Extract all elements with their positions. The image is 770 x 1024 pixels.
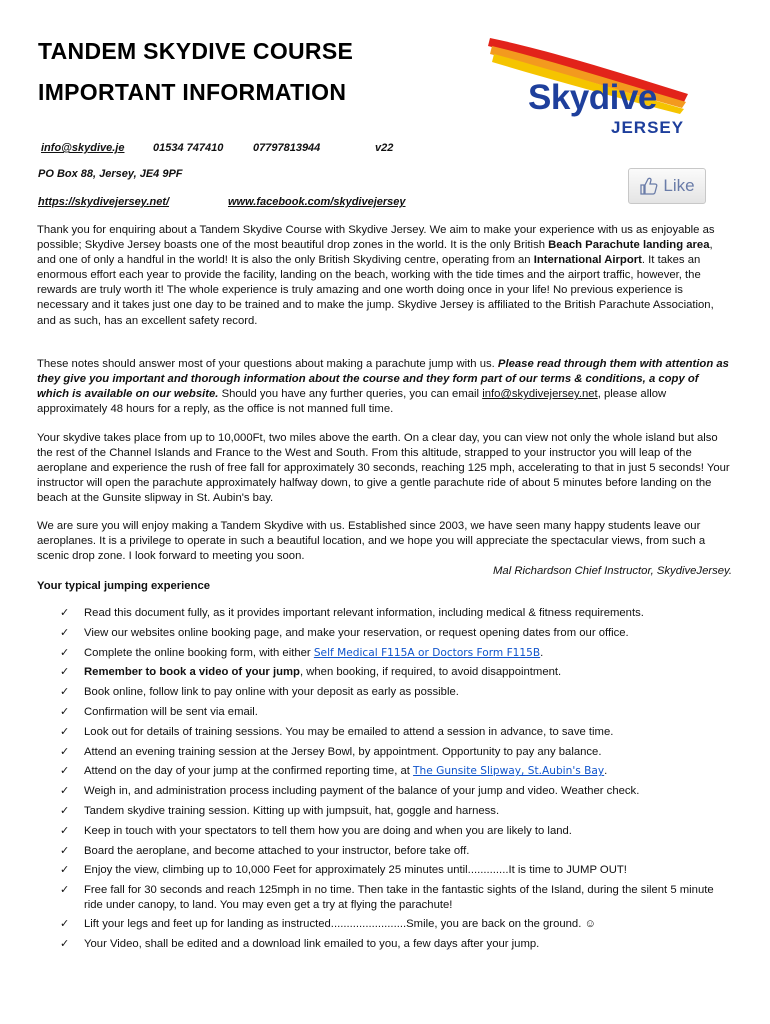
list-item bbox=[60, 606, 730, 621]
list-item bbox=[60, 705, 730, 720]
check-icon: ✓ bbox=[60, 765, 70, 778]
list-item-text-end: . bbox=[540, 646, 544, 659]
list-item bbox=[60, 665, 730, 680]
notes-text-d: , please allow approximately 48 hours for a reply, as the office is not manned full time. bbox=[37, 388, 667, 416]
list-item bbox=[60, 646, 730, 661]
notes-paragraph bbox=[37, 357, 732, 417]
experience-checklist bbox=[60, 606, 730, 957]
notes-bold-italic: Please read through them with attention as they give you important and thorough information about the course and they form part of our terms & conditions, a copy of which is available on our website. bbox=[37, 358, 729, 401]
list-item bbox=[60, 844, 730, 859]
list-item bbox=[60, 626, 730, 641]
intro-bold-airport: International Airport bbox=[533, 254, 642, 267]
list-item bbox=[60, 764, 730, 779]
check-icon: ✓ bbox=[60, 686, 70, 699]
logo-brand-text: Skydive bbox=[528, 78, 657, 117]
signature: Mal Richardson Chief Instructor, SkydiveJersey. bbox=[493, 565, 732, 578]
check-icon: ✓ bbox=[60, 844, 70, 857]
website-link[interactable]: https://skydivejersey.net/ bbox=[38, 196, 170, 208]
list-item-text: Tandem skydive training session. Kitting up with jumpsuit, hat, goggle and harness. bbox=[84, 804, 500, 817]
check-icon: ✓ bbox=[60, 918, 70, 931]
notes-email-link[interactable]: info@skydivejersey.net bbox=[482, 388, 598, 401]
check-icon: ✓ bbox=[60, 607, 70, 619]
notes-text-c: Should you have any further queries, you can email bbox=[218, 388, 483, 401]
facebook-link[interactable]: www.facebook.com/skydivejersey bbox=[228, 196, 406, 208]
check-icon: ✓ bbox=[60, 705, 70, 718]
intro-bold-beach: Beach Parachute landing area bbox=[548, 239, 710, 252]
like-button-label: Like bbox=[663, 176, 695, 195]
list-item-text: Board the aeroplane, and become attached to your instructor, before take off. bbox=[84, 844, 470, 857]
intro-text-a: Thank you for enquiring about a Tandem Skydive Course with Skydive Jersey. We aim to make your experience with us as enjoyable as possible; Skydive Jersey boasts one of the most beautiful drop zones in the world. It is the only British bbox=[37, 224, 715, 252]
list-item bbox=[60, 745, 730, 760]
list-item-text: Read this document fully, as it provides important relevant information, including medical & fitness requirements. bbox=[84, 607, 644, 619]
document-title-line2: IMPORTANT INFORMATION bbox=[38, 79, 347, 105]
list-item-text: Complete the online booking form, with either bbox=[84, 646, 314, 659]
list-item-text: View our websites online booking page, and make your reservation, or request opening dates from our office. bbox=[84, 626, 629, 639]
list-item-text: Weigh in, and administration process including payment of the balance of your jump and video. Weather check. bbox=[84, 785, 640, 798]
check-icon: ✓ bbox=[60, 804, 70, 817]
video-reminder-bold: Remember to book a video of your jump bbox=[84, 666, 300, 679]
intro-paragraph bbox=[37, 223, 732, 329]
list-item-text: Attend on the day of your jump at the confirmed reporting time, at bbox=[84, 765, 414, 778]
list-item bbox=[60, 725, 730, 740]
facebook-like-button[interactable] bbox=[628, 168, 706, 204]
list-item-text: Attend an evening training session at the Jersey Bowl, by appointment. Opportunity to pay any balance. bbox=[84, 745, 602, 758]
notes-text-a: These notes should answer most of your questions about making a parachute jump with us. bbox=[37, 358, 498, 370]
list-item bbox=[60, 883, 730, 912]
list-item bbox=[60, 824, 730, 839]
skydive-description-paragraph bbox=[37, 431, 732, 506]
list-item bbox=[60, 685, 730, 700]
document-title-line1: TANDEM SKYDIVE COURSE bbox=[38, 38, 354, 64]
logo-sub-text: JERSEY bbox=[611, 118, 685, 137]
intro-text-d: . It takes an enormous effort each year to provide the facility, landing on the beach, working with the tide times and the airport traffic, however, the rewards are truly worth it! The whole experience is truly amazing and one worth doing once in your life! No previous experience is necessary and it takes just one day to be trained and to make the jump. Skydive Jersey is affiliated to the British Parachute Association, and as such, has an excellent safety record. bbox=[37, 254, 714, 327]
check-icon: ✓ bbox=[60, 745, 70, 758]
check-icon: ✓ bbox=[60, 884, 70, 897]
list-item-text: Keep in touch with your spectators to tell them how you are doing and when you are likely to land. bbox=[84, 824, 572, 837]
list-item-text-end: . bbox=[604, 765, 608, 778]
welcome-text: We are sure you will enjoy making a Tandem Skydive with us. Established since 2003, we have seen many happy students leave our aeroplanes. It is a privilege to operate in such a beautiful location, and we hope you will appreciate the spectacular views, from such a scenic drop zone. I look forward to meeting you soon. bbox=[37, 520, 706, 563]
list-item-text: Enjoy the view, climbing up to 10,000 Feet for approximately 25 minutes until.............It is time to JUMP OUT! bbox=[84, 864, 627, 877]
medical-form-link[interactable]: Self Medical F115A or Doctors Form F115B bbox=[313, 646, 541, 659]
list-item-text: Your Video, shall be edited and a download link emailed to you, a few days after your jump. bbox=[84, 938, 540, 951]
check-icon: ✓ bbox=[60, 725, 70, 738]
contact-phone2: 07797813944 bbox=[253, 142, 321, 154]
list-item-text: , when booking, if required, to avoid disappointment. bbox=[299, 666, 562, 679]
list-item-text: Book online, follow link to pay online with your deposit as early as possible. bbox=[84, 686, 459, 699]
contact-address: PO Box 88, Jersey, JE4 9PF bbox=[38, 168, 183, 180]
thumbs-up-icon bbox=[639, 176, 659, 196]
check-icon: ✓ bbox=[60, 626, 70, 639]
gunsite-slipway-link[interactable]: The Gunsite Slipway, St.Aubin's Bay bbox=[413, 765, 605, 778]
list-item bbox=[60, 937, 730, 952]
check-icon: ✓ bbox=[60, 646, 70, 659]
skydive-description-text: Your skydive takes place from up to 10,000Ft, two miles above the earth. On a clear day, you can view not only the whole island but also the rest of the Channel Islands and France to the West and South. From this altitude, strapped to your instructor you will leap of the aeroplane and experience the rush of free fall for approximately 30 seconds, reaching 125 mph, accelerating to that in just 5 seconds! Your instructor will open the parachute approximately halfway down, to give a gentle parachute ride of about 5 minutes before landing on the beach at the Gunsite slipway in St. Aubin's bay. bbox=[37, 432, 730, 505]
list-item bbox=[60, 784, 730, 799]
list-item-text: Free fall for 30 seconds and reach 125mph in no time. Then take in the fantastic sights of the Island, during the silent 5 minute ride under canopy, to land. You may even get a try at flying the parachute! bbox=[84, 884, 714, 911]
check-icon: ✓ bbox=[60, 785, 70, 798]
intro-text-c: , and one of only a handful in the world! It is also the only British Skydiving centre, operating from an bbox=[37, 239, 713, 267]
check-icon: ✓ bbox=[60, 864, 70, 877]
document-version: v22 bbox=[375, 142, 394, 154]
list-item-text: Lift your legs and feet up for landing as instructed........................Smile, you are back on the ground. ☺ bbox=[84, 918, 597, 931]
list-item-text: Confirmation will be sent via email. bbox=[84, 705, 258, 718]
check-icon: ✓ bbox=[60, 666, 70, 679]
welcome-paragraph bbox=[37, 519, 732, 579]
list-item bbox=[60, 863, 730, 878]
check-icon: ✓ bbox=[60, 938, 70, 951]
list-item-text: Look out for details of training sessions. You may be emailed to attend a session in advance, to save time. bbox=[84, 725, 614, 738]
skydive-jersey-logo bbox=[488, 32, 708, 142]
contact-email-link[interactable]: info@skydive.je bbox=[41, 142, 125, 154]
contact-phone1: 01534 747410 bbox=[153, 142, 224, 154]
list-item bbox=[60, 917, 730, 932]
list-item bbox=[60, 804, 730, 819]
check-icon: ✓ bbox=[60, 824, 70, 837]
experience-heading: Your typical jumping experience bbox=[37, 580, 211, 592]
contact-row bbox=[38, 142, 458, 156]
